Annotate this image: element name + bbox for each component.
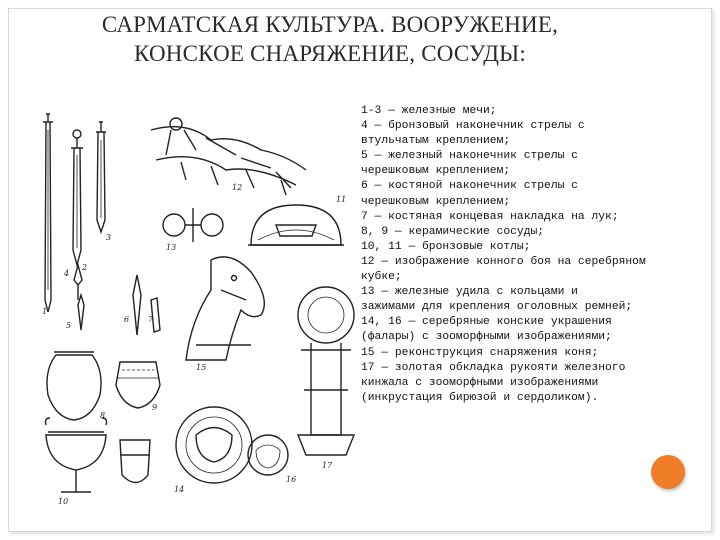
legend-line: 6 — костяной наконечник стрелы с <box>361 180 578 193</box>
horse-head-15-drawing <box>186 257 264 360</box>
arrowhead-5-drawing <box>78 295 84 330</box>
figure-number: 11 <box>336 195 347 204</box>
horse-battle-scene-12-drawing <box>151 118 306 195</box>
legend-text <box>361 104 691 406</box>
figure-number: 4 <box>64 269 70 278</box>
ceramic-vessel-8-drawing <box>47 352 101 420</box>
figure-number: 8 <box>100 411 106 420</box>
sword-1-drawing <box>43 114 53 312</box>
legend-line: 15 — реконструкция снаряжения коня; <box>361 346 599 359</box>
legend-line: 4 — бронзовый наконечник стрелы с <box>361 120 585 133</box>
title-line-1: САРМАТСКАЯ КУЛЬТУРА. ВООРУЖЕНИЕ, <box>101 12 559 37</box>
legend-line: 1-3 — железные мечи; <box>361 105 497 117</box>
sword-3-drawing <box>96 122 106 232</box>
figure-number: 1 <box>42 307 48 316</box>
legend-line: 10, 11 — бронзовые котлы; <box>361 240 531 253</box>
figure-number: 9 <box>152 403 158 412</box>
legend-line: зажимами для крепления оголовных ремней; <box>361 301 633 314</box>
phalera-16-drawing <box>248 435 288 475</box>
legend-line: черешковым креплением; <box>361 165 511 178</box>
figure-number: 16 <box>286 475 297 484</box>
sword-2-drawing <box>71 130 83 265</box>
artifacts-illustration <box>36 100 360 510</box>
legend-line: 8, 9 — керамические сосуды; <box>361 225 545 238</box>
figure-number: 5 <box>66 321 72 330</box>
figure-number: 6 <box>124 315 130 324</box>
horse-bit-13-drawing <box>163 208 223 242</box>
figure-number: 2 <box>82 263 88 272</box>
figure-number: 12 <box>232 183 243 192</box>
title-line-2: КОНСКОЕ СНАРЯЖЕНИЕ, СОСУДЫ: <box>134 41 526 66</box>
cauldron-10-drawing <box>46 418 107 492</box>
legend-line: 13 — железные удила с кольцами и <box>361 286 578 299</box>
legend-line: 5 — железный наконечник стрелы с <box>361 150 578 163</box>
figure-number: 15 <box>196 363 207 372</box>
legend-line: втульчатым креплением; <box>361 135 511 148</box>
legend-line: 17 — золотая обкладка рукояти железного <box>361 361 626 374</box>
ceramic-vessel-9-drawing <box>116 362 160 408</box>
legend-line: (фалары) с зооморфными изображениями; <box>361 331 612 344</box>
slide-title <box>30 10 630 68</box>
small-vessel-drawing <box>120 440 150 483</box>
arrowhead-6-drawing <box>133 275 141 335</box>
figure-number: 13 <box>166 243 177 252</box>
legend-line: 7 — костяная концевая накладка на лук; <box>361 210 619 223</box>
orange-circle-decoration <box>651 455 685 489</box>
legend-line: черешковым креплением; <box>361 195 511 208</box>
phalera-14-drawing <box>176 407 252 483</box>
figure-number: 3 <box>106 233 112 242</box>
legend-line: 14, 16 — серебряные конские украшения <box>361 316 612 329</box>
legend-line: кубке; <box>361 271 402 284</box>
cauldron-11-drawing <box>248 205 344 245</box>
figure-number: 17 <box>322 461 333 470</box>
legend-line: 12 — изображение конного боя на серебряном <box>361 255 646 268</box>
dagger-hilt-17-drawing <box>298 287 354 455</box>
figure-number: 7 <box>148 315 154 324</box>
legend-line: кинжала с зооморфными изображениями <box>361 376 599 389</box>
figure-number: 10 <box>58 497 69 506</box>
legend-line: (инкрустация бирюзой и сердоликом). <box>361 391 599 404</box>
figure-number: 14 <box>174 485 185 494</box>
